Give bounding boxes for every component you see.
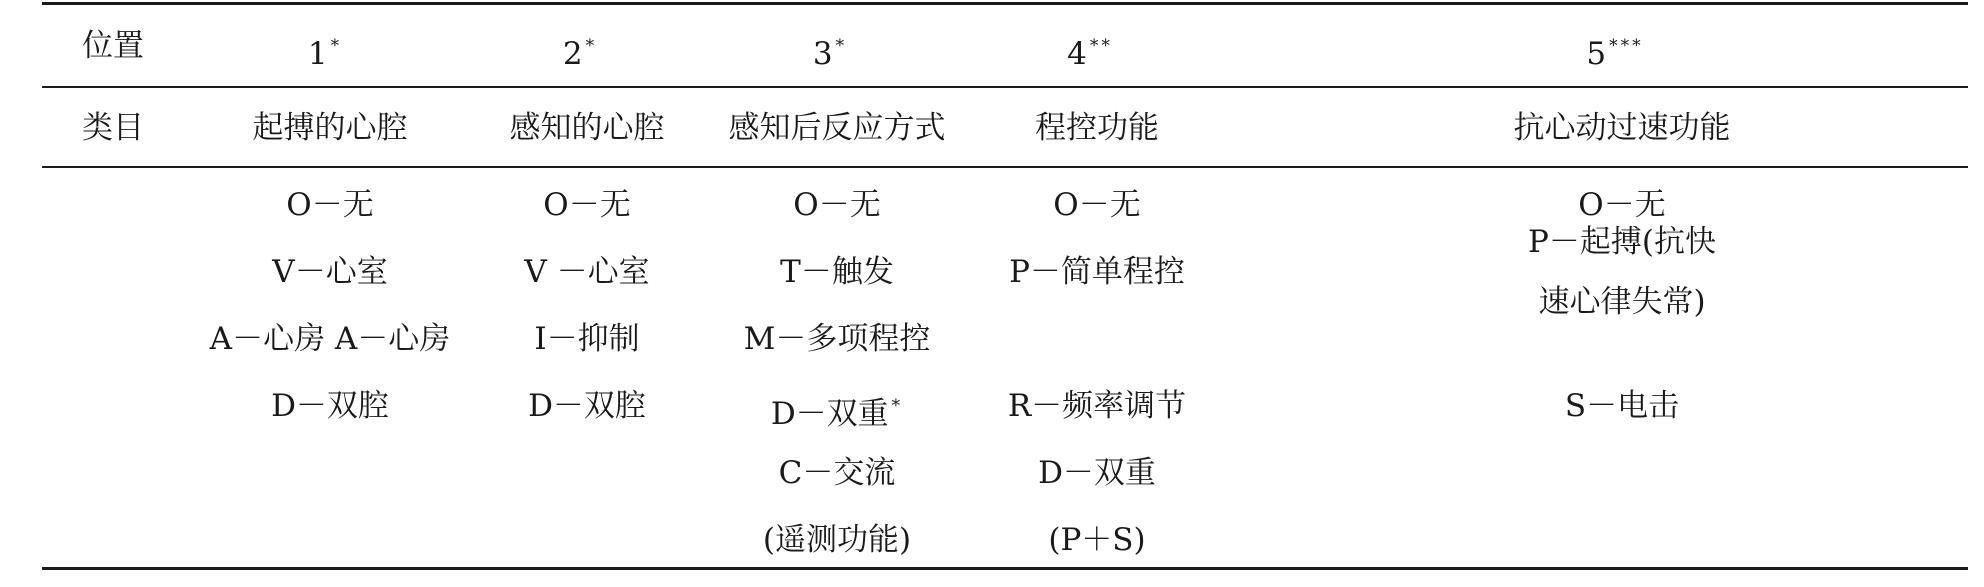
col4-item: (P＋S) — [1048, 522, 1146, 558]
position-4: 4 ** — [1067, 36, 1113, 72]
category-pacing-chamber: 起搏的心腔 — [252, 110, 408, 146]
col5-item: 速心律失常) — [1538, 284, 1706, 320]
col4-item: R－频率调节 — [1007, 388, 1187, 424]
col5-item: S－电击 — [1564, 388, 1680, 424]
col1-item: A－心房 A－心房 — [209, 321, 451, 357]
col1-item: V－心室 — [272, 254, 388, 290]
col3-item: (遥测功能) — [762, 522, 912, 558]
col4-item: P－简单程控 — [1009, 254, 1185, 290]
col1-item: D－双腔 — [271, 388, 389, 424]
position-3: 3 * — [812, 36, 848, 72]
col4-item: O－无 — [1053, 187, 1141, 223]
col1-item: O－无 — [286, 187, 374, 223]
position-label: 位置 — [82, 28, 144, 64]
category-sensing-chamber: 感知的心腔 — [509, 110, 665, 146]
col3-item: D－双重 * — [770, 396, 904, 432]
col3-item: T－触发 — [780, 254, 894, 290]
col2-item: D－双腔 — [528, 388, 646, 424]
col3-item: O－无 — [793, 187, 881, 223]
category-response-mode: 感知后反应方式 — [728, 110, 946, 146]
col5-item: P－起搏(抗快 — [1528, 224, 1716, 260]
category-programmable-function: 程控功能 — [1035, 110, 1159, 146]
col5-item: O－无 — [1578, 187, 1666, 223]
category-divider-rule — [42, 166, 1968, 168]
table-bottom-rule — [42, 567, 1968, 570]
category-antitachy-function: 抗心动过速功能 — [1513, 110, 1731, 146]
col2-item: O－无 — [543, 187, 631, 223]
table-top-rule — [42, 2, 1968, 5]
col2-item: V －心室 — [524, 254, 650, 290]
col2-item: I－抑制 — [534, 321, 640, 357]
position-2: 2 * — [562, 36, 598, 72]
header-divider-rule — [42, 86, 1968, 88]
position-5: 5 *** — [1586, 36, 1644, 72]
category-label: 类目 — [82, 110, 144, 146]
col4-item: D－双重 — [1038, 455, 1156, 491]
col3-item: M－多项程控 — [743, 321, 931, 357]
col3-item: C－交流 — [778, 455, 896, 491]
position-1: 1 * — [307, 36, 343, 72]
